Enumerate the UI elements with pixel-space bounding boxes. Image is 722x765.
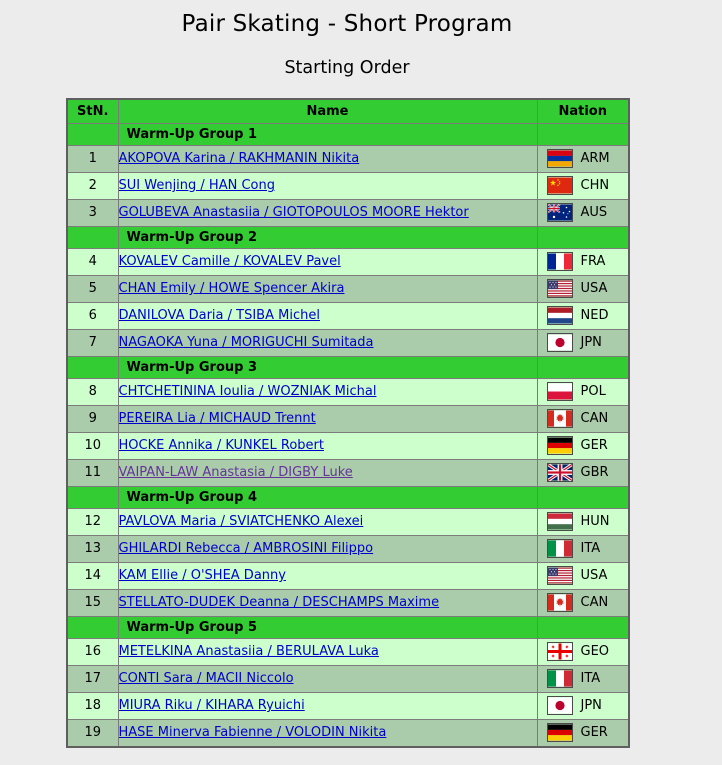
nation-code: GEO <box>580 644 610 660</box>
nation-cell <box>538 723 629 742</box>
flag-can-icon <box>547 409 573 428</box>
warmup-group-row <box>67 616 629 638</box>
nation-code: AUS <box>580 205 608 221</box>
skater-pair-link[interactable]: CHAN Emily / HOWE Spencer Akira <box>118 281 345 297</box>
nation-cell <box>538 512 629 531</box>
nation-code: JPN <box>580 335 602 351</box>
flag-chn-icon <box>547 176 573 195</box>
skater-pair-link[interactable]: MIURA Riku / KIHARA Ryuichi <box>118 698 305 714</box>
page-subtitle: Starting Order <box>284 58 410 79</box>
table-row <box>67 145 629 172</box>
column-header-nation: Nation <box>537 99 629 124</box>
group-stn-cell <box>67 486 118 508</box>
table-row <box>67 248 629 275</box>
table-row <box>67 275 629 302</box>
table-row <box>67 638 629 665</box>
start-number: 3 <box>67 199 118 226</box>
skater-pair-link[interactable]: AKOPOVA Karina / RAKHMANIN Nikita <box>118 151 360 167</box>
column-header-name: Name <box>118 99 537 124</box>
table-row <box>67 405 629 432</box>
start-number: 18 <box>67 692 118 719</box>
start-number: 9 <box>67 405 118 432</box>
skater-pair-link[interactable]: GOLUBEVA Anastasiia / GIOTOPOULOS MOORE Hektor <box>118 205 469 221</box>
warmup-group-label: Warm-Up Group 5 <box>118 616 537 638</box>
start-number: 8 <box>67 378 118 405</box>
skater-pair-link[interactable]: PEREIRA Lia / MICHAUD Trennt <box>118 411 316 427</box>
nation-code: ITA <box>580 671 601 687</box>
flag-ita-icon <box>547 539 573 558</box>
flag-hun-icon <box>547 512 573 531</box>
start-number: 19 <box>67 719 118 747</box>
group-stn-cell <box>67 356 118 378</box>
nation-code: USA <box>580 568 608 584</box>
page-container <box>66 11 628 748</box>
skater-pair-link[interactable]: GHILARDI Rebecca / AMBROSINI Filippo <box>118 541 374 557</box>
start-number: 17 <box>67 665 118 692</box>
warmup-group-row <box>67 486 629 508</box>
start-number: 5 <box>67 275 118 302</box>
nation-cell <box>538 436 629 455</box>
table-header-row <box>67 99 629 124</box>
nation-cell <box>538 306 629 325</box>
skater-pair-link[interactable]: DANILOVA Daria / TSIBA Michel <box>118 308 320 324</box>
group-nation-cell <box>537 486 629 508</box>
table-row <box>67 302 629 329</box>
nation-cell <box>538 149 629 168</box>
nation-code: JPN <box>580 698 602 714</box>
nation-code: GER <box>580 438 608 454</box>
table-row <box>67 459 629 486</box>
flag-jpn-icon <box>547 333 573 352</box>
nation-code: FRA <box>580 254 606 270</box>
skater-pair-link[interactable]: SUI Wenjing / HAN Cong <box>118 178 275 194</box>
warmup-group-row <box>67 226 629 248</box>
start-number: 2 <box>67 172 118 199</box>
flag-usa-icon <box>547 566 573 585</box>
flag-ger-icon <box>547 436 573 455</box>
skater-pair-link[interactable]: METELKINA Anastasiia / BERULAVA Luka <box>118 644 379 660</box>
group-nation-cell <box>537 123 629 145</box>
flag-ger-icon <box>547 723 573 742</box>
nation-cell <box>538 382 629 401</box>
nation-cell <box>538 176 629 195</box>
table-row <box>67 508 629 535</box>
nation-cell <box>538 203 629 222</box>
nation-code: NED <box>580 308 609 324</box>
start-number: 12 <box>67 508 118 535</box>
nation-cell <box>538 252 629 271</box>
warmup-group-label: Warm-Up Group 1 <box>118 123 537 145</box>
table-row <box>67 589 629 616</box>
table-row <box>67 199 629 226</box>
nation-cell <box>538 566 629 585</box>
table-row <box>67 172 629 199</box>
table-row <box>67 432 629 459</box>
flag-arm-icon <box>547 149 573 168</box>
nation-code: ITA <box>580 541 601 557</box>
skater-pair-link[interactable]: HASE Minerva Fabienne / VOLODIN Nikita <box>118 725 387 741</box>
table-row <box>67 719 629 747</box>
nation-code: USA <box>580 281 608 297</box>
table-row <box>67 378 629 405</box>
skater-pair-link[interactable]: KOVALEV Camille / KOVALEV Pavel <box>118 254 341 270</box>
nation-code: CAN <box>580 411 609 427</box>
flag-geo-icon <box>547 642 573 661</box>
skater-pair-link[interactable]: NAGAOKA Yuna / MORIGUCHI Sumitada <box>118 335 374 351</box>
skater-pair-link[interactable]: STELLATO-DUDEK Deanna / DESCHAMPS Maxime <box>118 595 440 611</box>
skater-pair-link[interactable]: HOCKE Annika / KUNKEL Robert <box>118 438 324 454</box>
nation-cell <box>538 409 629 428</box>
nation-cell <box>538 593 629 612</box>
warmup-group-row <box>67 356 629 378</box>
nation-code: ARM <box>580 151 610 167</box>
start-number: 11 <box>67 459 118 486</box>
start-number: 15 <box>67 589 118 616</box>
start-number: 10 <box>67 432 118 459</box>
table-row <box>67 692 629 719</box>
warmup-group-label: Warm-Up Group 4 <box>118 486 537 508</box>
nation-code: HUN <box>580 514 610 530</box>
skater-pair-link[interactable]: PAVLOVA Maria / SVIATCHENKO Alexei <box>118 514 364 530</box>
group-stn-cell <box>67 226 118 248</box>
flag-gbr-icon <box>547 463 573 482</box>
start-number: 16 <box>67 638 118 665</box>
table-row <box>67 329 629 356</box>
skater-pair-link[interactable]: KAM Ellie / O'SHEA Danny <box>118 568 286 584</box>
flag-ita-icon <box>547 669 573 688</box>
warmup-group-label: Warm-Up Group 3 <box>118 356 537 378</box>
group-nation-cell <box>537 616 629 638</box>
start-number: 4 <box>67 248 118 275</box>
start-number: 7 <box>67 329 118 356</box>
warmup-group-row <box>67 123 629 145</box>
flag-pol-icon <box>547 382 573 401</box>
flag-fra-icon <box>547 252 573 271</box>
nation-code: POL <box>580 384 606 400</box>
nation-cell <box>538 463 629 482</box>
table-row <box>67 562 629 589</box>
flag-aus-icon <box>547 203 573 222</box>
skater-pair-link[interactable]: CONTI Sara / MACII Niccolo <box>118 671 294 687</box>
start-number: 14 <box>67 562 118 589</box>
table-row <box>67 535 629 562</box>
starting-order-table <box>66 98 630 748</box>
skater-pair-link[interactable]: VAIPAN-LAW Anastasia / DIGBY Luke <box>118 465 353 481</box>
nation-cell <box>538 279 629 298</box>
warmup-group-label: Warm-Up Group 2 <box>118 226 537 248</box>
group-nation-cell <box>537 226 629 248</box>
table-body <box>67 123 629 747</box>
start-number: 1 <box>67 145 118 172</box>
group-stn-cell <box>67 123 118 145</box>
nation-code: GBR <box>580 465 609 481</box>
nation-code: CAN <box>580 595 609 611</box>
flag-jpn-icon <box>547 696 573 715</box>
page-title: Pair Skating - Short Program <box>181 11 513 37</box>
nation-code: CHN <box>580 178 610 194</box>
nation-cell <box>538 642 629 661</box>
table-row <box>67 665 629 692</box>
nation-code: GER <box>580 725 608 741</box>
skater-pair-link[interactable]: CHTCHETININA Ioulia / WOZNIAK Michal <box>118 384 377 400</box>
group-nation-cell <box>537 356 629 378</box>
nation-cell <box>538 333 629 352</box>
column-header-stn: StN. <box>67 99 118 124</box>
flag-ned-icon <box>547 306 573 325</box>
flag-can-icon <box>547 593 573 612</box>
start-number: 13 <box>67 535 118 562</box>
nation-cell <box>538 696 629 715</box>
group-stn-cell <box>67 616 118 638</box>
nation-cell <box>538 539 629 558</box>
nation-cell <box>538 669 629 688</box>
flag-usa-icon <box>547 279 573 298</box>
start-number: 6 <box>67 302 118 329</box>
